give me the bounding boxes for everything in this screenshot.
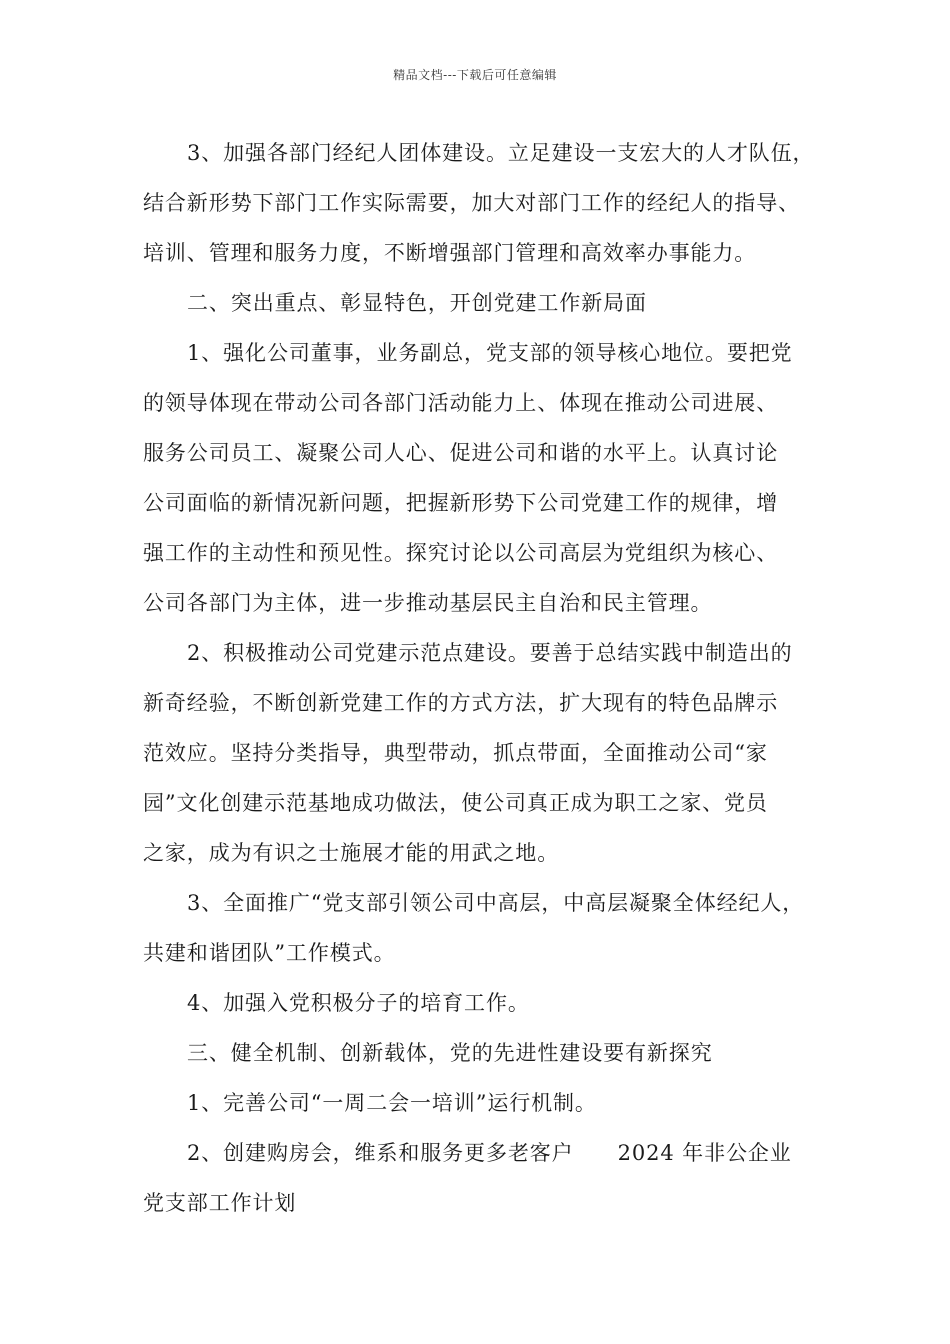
paragraph-line: 培训、管理和服务力度，不断增强部门管理和高效率办事能力。 <box>143 241 757 265</box>
paragraph-line: 1、强化公司董事，业务副总，党支部的领导核心地位。要把党 <box>187 341 793 365</box>
paragraph-line: 1、完善公司“一周二会一培训”运行机制。 <box>187 1091 597 1115</box>
paragraph-line: 之家，成为有识之士施展才能的用武之地。 <box>143 841 560 865</box>
paragraph-line: 的领导体现在带动公司各部门活动能力上、体现在推动公司进展、 <box>143 391 779 415</box>
paragraph-line: 2、积极推动公司党建示范点建设。要善于总结实践中制造出的 <box>187 641 793 665</box>
paragraph-line: 范效应。坚持分类指导，典型带动，抓点带面，全面推动公司“家 <box>143 741 768 765</box>
paragraph-line: 新奇经验，不断创新党建工作的方式方法，扩大现有的特色品牌示 <box>143 691 779 715</box>
paragraph-line <box>143 1128 825 1178</box>
document-title-fragment: 2024 年非公企业 <box>617 1141 792 1165</box>
paragraph-line: 3、全面推广“党支部引领公司中高层，中高层凝聚全体经纪人， <box>187 891 805 915</box>
paragraph-line: 4、加强入党积极分子的培育工作。 <box>187 991 530 1015</box>
section-heading: 二、突出重点、彰显特色，开创党建工作新局面 <box>187 291 647 315</box>
paragraph-line: 公司各部门为主体，进一步推动基层民主自治和民主管理。 <box>143 591 713 615</box>
document-body <box>143 128 825 1228</box>
paragraph-line: 服务公司员工、凝聚公司人心、促进公司和谐的水平上。认真讨论 <box>143 441 779 465</box>
paragraph-line: 强工作的主动性和预见性。探究讨论以公司高层为党组织为核心、 <box>143 541 779 565</box>
paragraph-line: 公司面临的新情况新问题，把握新形势下公司党建工作的规律，增 <box>143 491 779 515</box>
section-heading: 三、健全机制、创新载体，党的先进性建设要有新探究 <box>187 1041 713 1065</box>
paragraph-line: 共建和谐团队”工作模式。 <box>143 941 396 965</box>
page-header: 精品文档---下载后可任意编辑 <box>393 68 557 82</box>
paragraph-line: 3、加强各部门经纪人团体建设。立足建设一支宏大的人才队伍， <box>187 141 815 165</box>
paragraph-line: 园”文化创建示范基地成功做法，使公司真正成为职工之家、党员 <box>143 791 768 815</box>
document-title-fragment: 党支部工作计划 <box>143 1191 297 1215</box>
paragraph-line: 结合新形势下部门工作实际需要，加大对部门工作的经纪人的指导、 <box>143 191 800 215</box>
paragraph-line-text: 2、创建购房会，维系和服务更多老客户 <box>187 1141 574 1165</box>
